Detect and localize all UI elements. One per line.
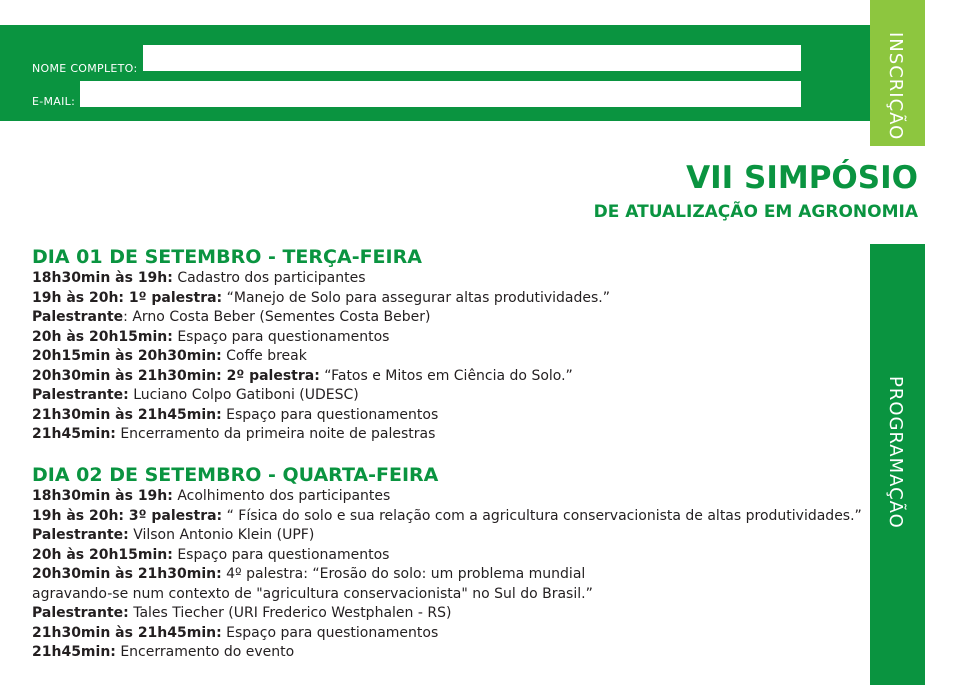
schedule-item <box>32 386 359 406</box>
schedule-time: 19h às 20h: 3º palestra: <box>32 507 223 524</box>
schedule-time: Palestrante: <box>32 605 129 621</box>
schedule-text: Acolhimento dos participantes <box>172 488 391 504</box>
schedule-text: “Fatos e Mitos em Ciência do Solo.” <box>319 367 573 384</box>
schedule-item <box>32 624 438 644</box>
schedule-time: 20h15min às 20h30min: <box>32 348 222 364</box>
schedule-text: Espaço para questionamentos <box>221 624 439 641</box>
schedule-time: Palestrante <box>32 309 124 325</box>
schedule-text: : Arno Costa Beber (Sementes Costa Beber) <box>123 309 431 325</box>
day-1-heading: DIA 01 DE SETEMBRO - TERÇA-FEIRA <box>32 246 422 268</box>
schedule-time: 18h30min às 19h: <box>32 488 173 504</box>
schedule-time: 18h30min às 19h: <box>32 270 173 286</box>
schedule-text: Luciano Colpo Gatiboni (UDESC) <box>128 387 359 403</box>
schedule-item <box>32 347 307 367</box>
schedule-item <box>32 367 573 387</box>
schedule-time: 21h45min: <box>32 426 116 442</box>
schedule-text: Coffe break <box>221 348 307 364</box>
schedule-item <box>32 526 314 546</box>
schedule-item <box>32 308 430 328</box>
email-field[interactable] <box>80 81 801 107</box>
schedule-text: Espaço para questionamentos <box>172 328 390 345</box>
schedule-item <box>32 604 451 624</box>
schedule-time: 20h30min às 21h30min: 2º palestra: <box>32 367 320 384</box>
schedule-item <box>32 565 585 585</box>
schedule-text: Vilson Antonio Klein (UPF) <box>128 527 315 543</box>
day-2-heading: DIA 02 DE SETEMBRO - QUARTA-FEIRA <box>32 464 439 486</box>
schedule-text: Espaço para questionamentos <box>172 546 390 563</box>
registration-tab-label: INSCRIÇÃO <box>885 32 906 141</box>
schedule-text: agravando-se num contexto de "agricultura conservacionista" no Sul do Brasil.” <box>32 585 593 602</box>
schedule-time: 21h45min: <box>32 644 116 660</box>
schedule-time: 21h30min às 21h45min: <box>32 624 222 641</box>
schedule-text: Encerramento da primeira noite de palestras <box>115 426 436 442</box>
schedule-text: Tales Tiecher (URI Frederico Westphalen - RS) <box>128 605 452 621</box>
schedule-text: 4º palestra: “Erosão do solo: um problema mundial <box>221 566 586 582</box>
schedule-time: 20h30min às 21h30min: <box>32 566 222 582</box>
event-subtitle: DE ATUALIZAÇÃO EM AGRONOMIA <box>593 202 918 222</box>
schedule-item <box>32 585 593 605</box>
email-label: E-MAIL: <box>32 95 76 108</box>
schedule-text: “Manejo de Solo para assegurar altas produtividades.” <box>222 289 611 306</box>
schedule-item <box>32 269 366 289</box>
schedule-item <box>32 328 389 348</box>
name-label: NOME COMPLETO: <box>32 62 138 75</box>
schedule-time: Palestrante: <box>32 527 129 543</box>
schedule-item <box>32 406 438 426</box>
program-tab-label: PROGRAMAÇÃO <box>885 376 906 529</box>
schedule-text: Espaço para questionamentos <box>221 406 439 423</box>
schedule-time: Palestrante: <box>32 387 129 403</box>
schedule-item <box>32 643 294 663</box>
event-title: VII SIMPÓSIO <box>686 160 918 196</box>
schedule-text: “ Física do solo e sua relação com a agricultura conservacionista de altas produtividades.” <box>222 507 862 524</box>
name-field[interactable] <box>143 45 801 71</box>
schedule-item <box>32 289 610 309</box>
schedule-item <box>32 425 435 445</box>
schedule-time: 20h às 20h15min: <box>32 328 173 345</box>
schedule-time: 20h às 20h15min: <box>32 546 173 563</box>
schedule-item <box>32 507 862 527</box>
schedule-item <box>32 487 390 507</box>
schedule-text: Encerramento do evento <box>115 644 295 660</box>
schedule-item <box>32 546 389 566</box>
schedule-text: Cadastro dos participantes <box>172 270 366 286</box>
schedule-time: 19h às 20h: 1º palestra: <box>32 289 223 306</box>
schedule-time: 21h30min às 21h45min: <box>32 406 222 423</box>
